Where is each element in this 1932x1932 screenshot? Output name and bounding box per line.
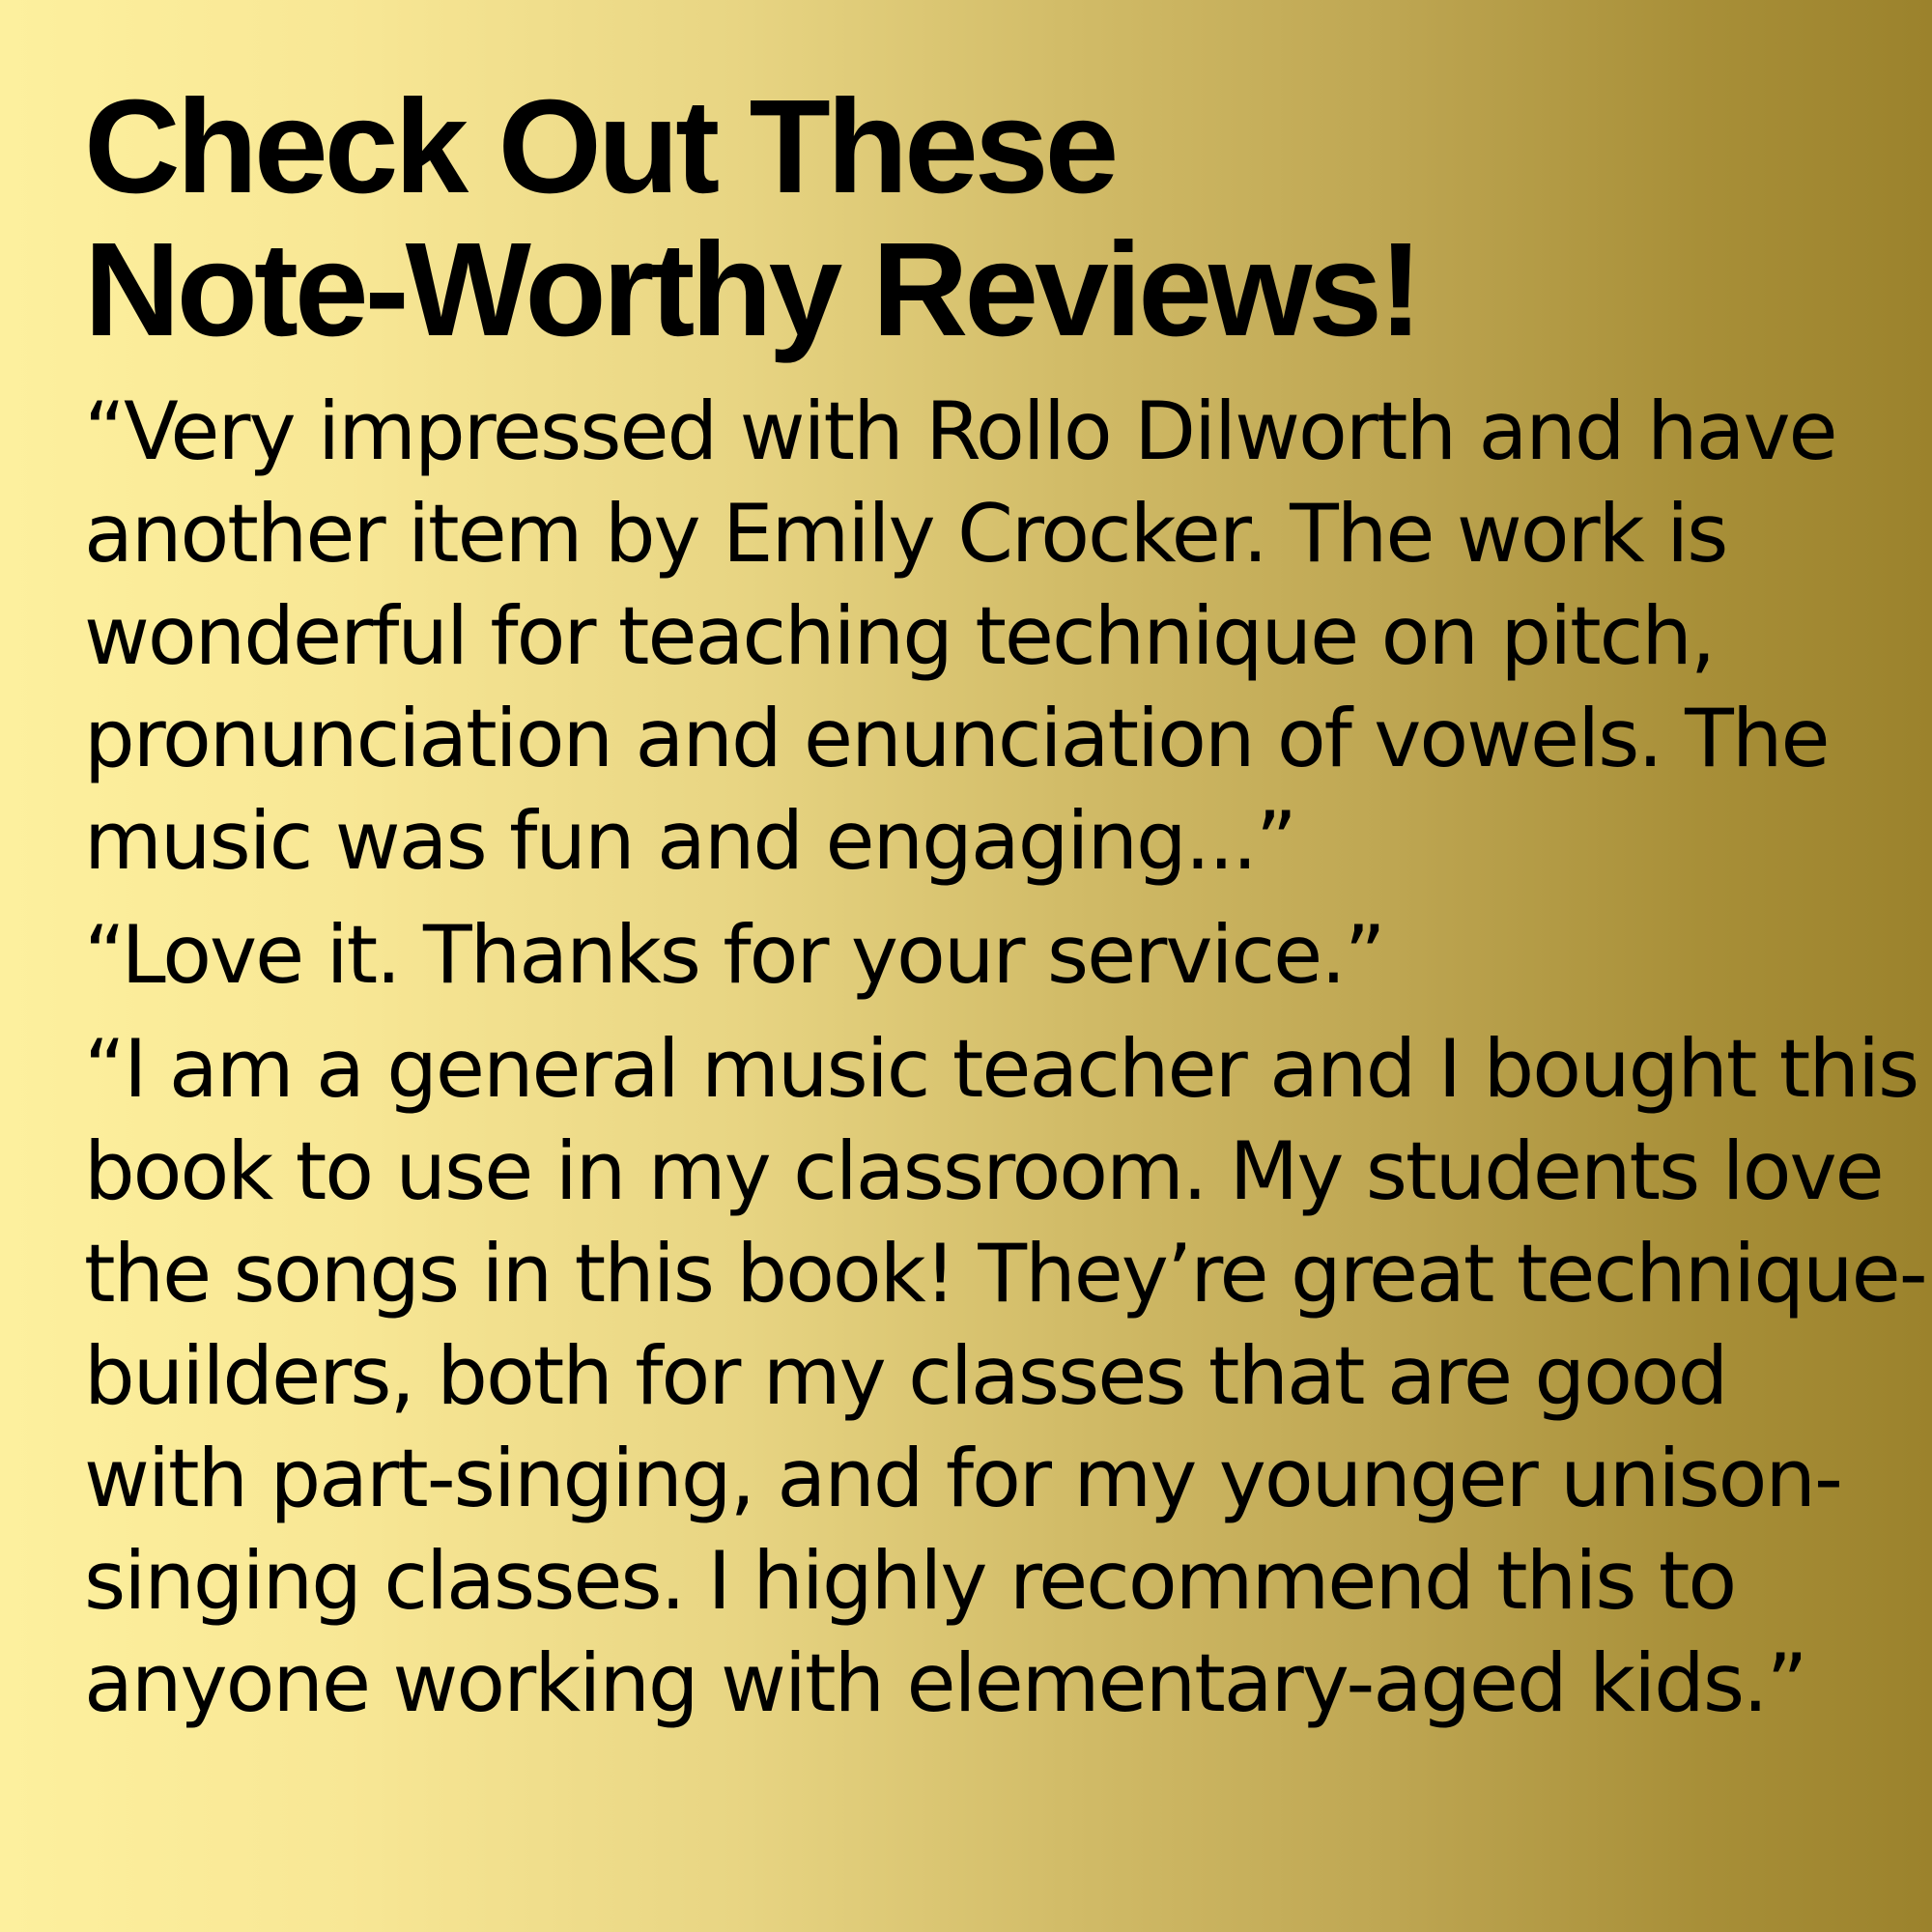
review-1-line-5: music was fun and engaging...” [84, 794, 1295, 888]
review-content [84, 72, 1926, 1735]
review-3-line-5: with part-singing, and for my younger unison- [84, 1432, 1841, 1525]
review-3-line-1: “I am a general music teacher and I bought this [84, 1022, 1918, 1116]
review-3-line-2: book to use in my classroom. My students love [84, 1124, 1883, 1218]
review-3-line-7: anyone working with elementary-aged kids.” [84, 1636, 1806, 1730]
headline-line-2: Note-Worthy Reviews! [84, 215, 1420, 364]
review-1-line-2: another item by Emily Crocker. The work is [84, 487, 1727, 581]
review-3-line-3: the songs in this book! They’re great technique- [84, 1227, 1926, 1321]
review-2-line-1: “Love it. Thanks for your service.” [84, 908, 1384, 1002]
review-quote-3 [84, 1018, 1926, 1735]
review-3-line-6: singing classes. I highly recommend this to [84, 1534, 1736, 1628]
review-quote-2 [84, 904, 1900, 1007]
review-3-line-4: builders, both for my classes that are good [84, 1329, 1727, 1423]
review-quote-1 [84, 381, 1900, 893]
headline-line-1: Check Out These [84, 72, 1116, 221]
review-1-line-4: pronunciation and enunciation of vowels. The [84, 692, 1829, 785]
review-1-line-3: wonderful for teaching technique on pitch, [84, 589, 1715, 683]
headline [84, 72, 1900, 364]
review-1-line-1: “Very impressed with Rollo Dilworth and have [84, 384, 1836, 478]
reviews-list [84, 381, 1926, 1735]
